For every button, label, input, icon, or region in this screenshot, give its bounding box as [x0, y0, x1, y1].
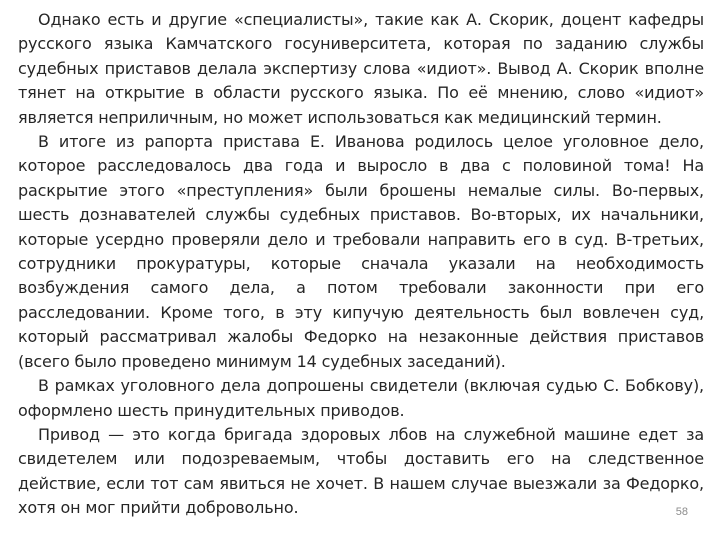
page-number: 58 [675, 506, 688, 518]
paragraph-criminal-case: В итоге из рапорта пристава Е. Иванова родилось целое уголовное дело, которое расследовалось два года и выросло в два с половиной тома! На раскрытие этого «преступления» были брошены немалые силы. Во-первых, шесть дознавателей службы судебных приставов. Во-вторых, их начальники, которые усердно проверяли дело и требовали направить его в суд. В-третьих, сотрудники прокуратуры, которые сначала указали на необходимость возбуждения самого дела, а потом требовали законности при его расследовании. Кроме того, в эту кипучую деятельность был вовлечен суд, который рассматривал жалобы Федорко на незаконные действия приставов (всего было проведено минимум 14 судебных заседаний). [18, 132, 704, 371]
paragraph-privod-definition: Привод — это когда бригада здоровых лбов на служебной машине едет за свидетелем или подозреваемым, чтобы доставить его на следственное действие, если тот сам явиться не хочет. В нашем случае выезжали за Федорко, хотя он мог прийти добровольно. [18, 424, 704, 518]
paragraph-expert-opinion: Однако есть и другие «специалисты», такие как А. Скорик, доцент кафедры русского языка Камчатского госуниверситета, которая по заданию службы судебных приставов делала экспертизу слова «идиот». Вывод А. Скорик вполне тянет на открытие в области русского языка. По её мнению, слово «идиот» является неприличным, но может использоваться как медицинский термин. [18, 10, 704, 127]
document-body [18, 8, 704, 521]
paragraph-witnesses: В рамках уголовного дела допрошены свидетели (включая судью С. Бобкову), оформлено шесть принудительных приводов. [18, 376, 704, 420]
